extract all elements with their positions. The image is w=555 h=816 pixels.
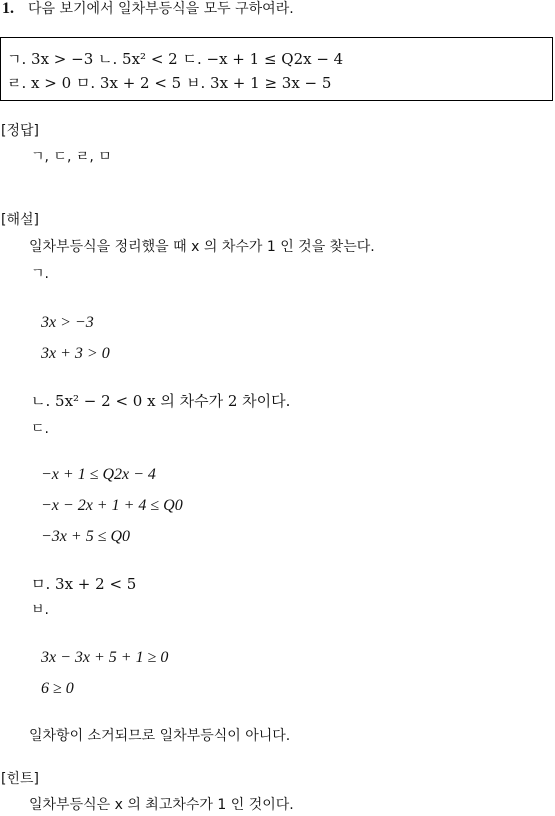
problem-number: 1.	[2, 0, 14, 17]
choices-row-2: ㄹ. x > 0 ㅁ. 3x + 2 < 5 ㅂ. 3x + 1 ≥ 3x − 5	[7, 74, 332, 92]
solution-d-step-3: −3x + 5 ≤ Q0	[41, 528, 131, 545]
hint-heading: [힌트]	[1, 771, 39, 787]
answer-text: ㄱ, ㄷ, ㄹ, ㅁ	[31, 149, 112, 165]
solution-b-step-2: 6 ≥ 0	[41, 680, 74, 697]
solution-d-step-1: −x + 1 ≤ Q2x − 4	[41, 466, 156, 483]
hint-text: 일차부등식은 x 의 최고차수가 1 인 것이다.	[29, 797, 294, 813]
choices-row-1: ㄱ. 3x > −3 ㄴ. 5x² < 2 ㄷ. −x + 1 ≤ Q2x − 4	[7, 50, 344, 68]
solution-b-label: ㅂ.	[31, 602, 49, 618]
solution-g-step-1: 3x > −3	[41, 314, 94, 331]
solution-m-line: ㅁ. 3x + 2 < 5	[31, 575, 137, 593]
problem-prompt: 다음 보기에서 일차부등식을 모두 구하여라.	[28, 1, 294, 17]
solution-intro: 일차부등식을 정리했을 때 x 의 차수가 1 인 것을 찾는다.	[29, 239, 375, 255]
solution-g-step-2: 3x + 3 > 0	[41, 345, 110, 362]
solution-n-line: ㄴ. 5x² − 2 < 0 x 의 차수가 2 차이다.	[31, 392, 291, 410]
solution-g-label: ㄱ.	[31, 266, 49, 282]
solution-d-label: ㄷ.	[31, 421, 49, 437]
answer-heading: [정답]	[1, 123, 39, 139]
solution-d-step-2: −x − 2x + 1 + 4 ≤ Q0	[41, 497, 183, 514]
solution-heading: [해설]	[1, 212, 39, 228]
solution-conclusion: 일차항이 소거되므로 일차부등식이 아니다.	[29, 728, 291, 744]
solution-b-step-1: 3x − 3x + 5 + 1 ≥ 0	[41, 649, 169, 666]
